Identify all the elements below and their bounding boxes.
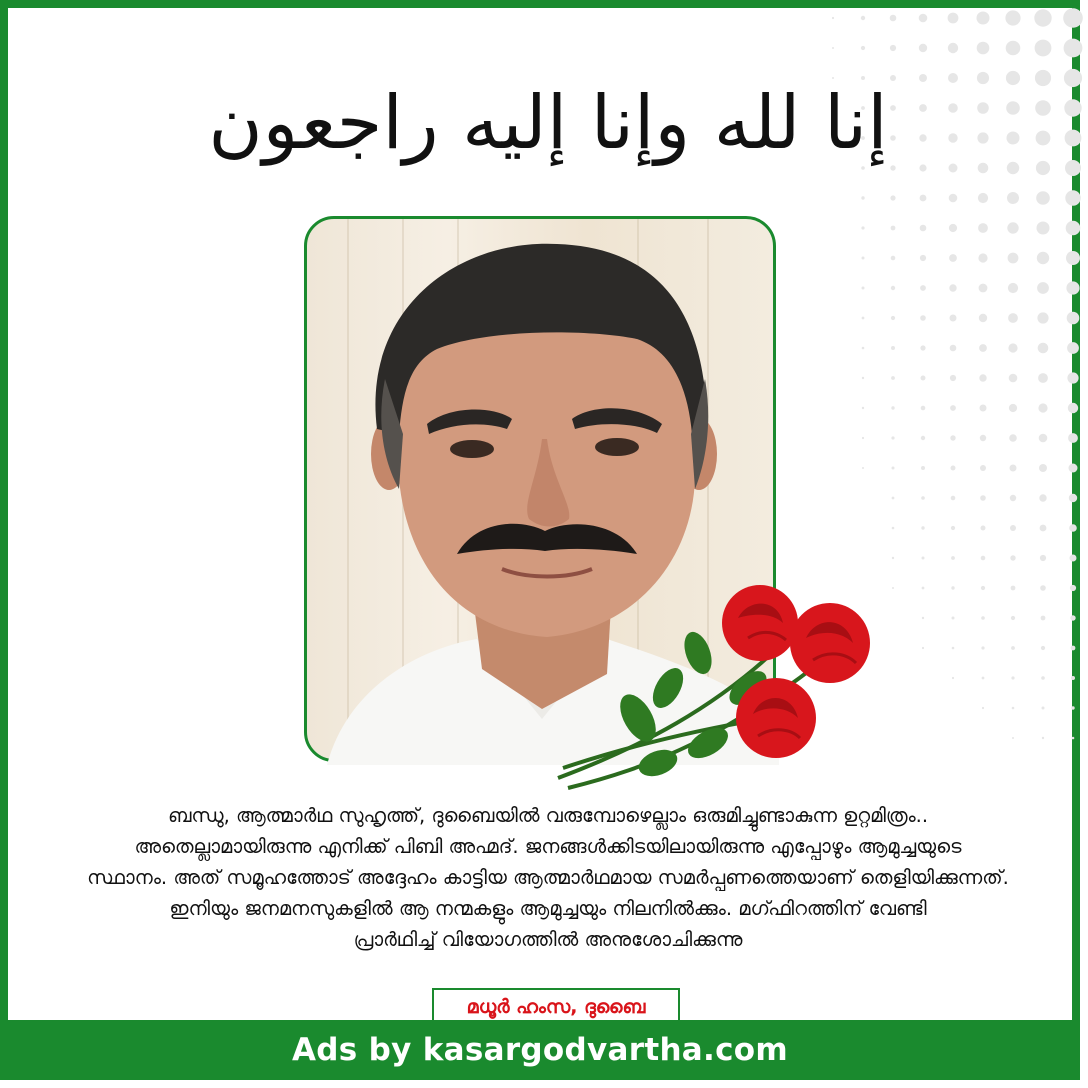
halftone-dot	[921, 376, 926, 381]
halftone-dot	[890, 15, 897, 22]
halftone-dot	[952, 677, 954, 679]
halftone-dot	[861, 16, 865, 20]
halftone-dot	[1008, 283, 1018, 293]
halftone-dot	[891, 286, 895, 290]
halftone-dot	[1041, 616, 1046, 621]
halftone-dot	[1067, 312, 1080, 325]
halftone-dot	[1034, 9, 1051, 26]
halftone-dot	[921, 466, 925, 470]
halftone-dot	[1038, 343, 1049, 354]
halftone-dot	[1067, 342, 1079, 354]
halftone-dot	[1037, 312, 1048, 323]
halftone-dot	[1010, 465, 1017, 472]
halftone-dot	[1070, 585, 1076, 591]
tribute-line-4: ഇനിയും ജനമനസുകളിൽ ആ നന്മകളും ആമുച്ചയും നിലനിൽക്കും. മഗ്ഫിറത്തിന് വേണ്ടി	[169, 897, 927, 920]
halftone-dot	[949, 224, 957, 232]
halftone-dot	[978, 223, 988, 233]
halftone-dot	[861, 226, 864, 229]
halftone-dot	[892, 467, 895, 470]
halftone-dot	[1007, 192, 1019, 204]
halftone-dot	[1069, 464, 1078, 473]
halftone-dot	[949, 284, 956, 291]
halftone-dot	[951, 586, 954, 589]
halftone-dot	[919, 134, 926, 141]
halftone-dot	[862, 437, 864, 439]
halftone-dot	[1041, 676, 1045, 680]
halftone-dot	[1012, 737, 1014, 739]
halftone-dot	[1035, 70, 1051, 86]
halftone-dot	[890, 195, 895, 200]
halftone-dot	[1072, 737, 1075, 740]
halftone-dot	[832, 17, 834, 19]
halftone-dot	[1012, 707, 1015, 710]
halftone-dot	[950, 345, 957, 352]
halftone-dot	[1071, 676, 1075, 680]
halftone-dot	[1011, 646, 1015, 650]
calligraphy-text: إنا لله وإنا إليه راجعون	[208, 80, 888, 166]
halftone-dot	[920, 195, 927, 202]
halftone-dot	[919, 164, 926, 171]
halftone-dot	[1011, 616, 1015, 620]
halftone-dot	[1006, 41, 1021, 56]
halftone-dot	[951, 556, 955, 560]
halftone-dot	[862, 377, 864, 379]
halftone-dot	[862, 287, 865, 290]
halftone-dot	[948, 13, 959, 24]
halftone-dot	[981, 616, 985, 620]
halftone-dot	[979, 374, 986, 381]
halftone-dot	[1064, 99, 1081, 116]
halftone-dot	[948, 133, 957, 142]
halftone-dot	[1008, 253, 1019, 264]
halftone-dot	[1036, 131, 1051, 146]
halftone-dot	[981, 646, 984, 649]
halftone-dot	[862, 407, 864, 409]
halftone-dot	[979, 314, 987, 322]
red-roses-icon	[548, 568, 898, 808]
rose-3	[736, 678, 816, 758]
halftone-dot	[920, 255, 926, 261]
halftone-dot	[890, 105, 896, 111]
halftone-dot	[1064, 39, 1083, 58]
halftone-dot	[950, 435, 955, 440]
halftone-dot	[1011, 676, 1014, 679]
halftone-dot	[1008, 313, 1018, 323]
halftone-dot	[861, 196, 864, 199]
halftone-dot	[1037, 282, 1049, 294]
halftone-dot	[977, 132, 988, 143]
tribute-line-5: പ്രാർഥിച്ച് വിയോഗത്തിൽ അനുശോചിക്കുന്നു	[353, 928, 743, 951]
halftone-dot	[921, 496, 925, 500]
halftone-dot	[982, 677, 985, 680]
halftone-dot	[1040, 555, 1046, 561]
halftone-dot	[1066, 251, 1080, 265]
halftone-dot	[862, 467, 864, 469]
halftone-dot	[978, 163, 989, 174]
halftone-dot	[1071, 706, 1074, 709]
halftone-dot	[1008, 343, 1017, 352]
halftone-dot	[949, 164, 958, 173]
halftone-dot	[1009, 434, 1017, 442]
halftone-dot	[922, 557, 925, 560]
halftone-dot	[890, 75, 896, 81]
halftone-dot	[1010, 495, 1016, 501]
halftone-dot	[921, 436, 925, 440]
arabic-calligraphy	[208, 48, 888, 188]
halftone-dot	[950, 315, 957, 322]
halftone-dot	[980, 405, 987, 412]
halftone-dot	[949, 194, 958, 203]
halftone-dot	[1035, 100, 1051, 116]
halftone-dot	[891, 316, 895, 320]
tribute-line-1: ബന്ധു, ആത്മാർഥ സുഹൃത്ത്, ദുബൈയിൽ വരുമ്പോഴെല്ലാം ഒരുമിച്ചുണ്ടാകുന്ന ഉറ്റമിത്രം..	[167, 804, 929, 827]
halftone-dot	[948, 73, 958, 83]
halftone-dot	[890, 45, 896, 51]
halftone-dot	[920, 225, 927, 232]
halftone-dot	[1035, 40, 1052, 57]
halftone-dot	[950, 405, 956, 411]
halftone-dot	[921, 526, 924, 529]
halftone-dot	[922, 617, 924, 619]
halftone-dot	[1011, 586, 1016, 591]
halftone-dot	[891, 406, 894, 409]
halftone-dot	[922, 647, 924, 649]
halftone-dot	[920, 285, 926, 291]
halftone-dot	[1065, 160, 1081, 176]
halftone-dot	[1068, 433, 1078, 443]
halftone-dot	[1042, 737, 1044, 739]
halftone-dot	[978, 253, 987, 262]
halftone-dot	[921, 406, 926, 411]
halftone-dot	[892, 557, 894, 559]
halftone-dot	[981, 526, 986, 531]
halftone-dot	[1067, 372, 1078, 383]
halftone-dot	[949, 254, 957, 262]
halftone-dot	[1063, 8, 1083, 28]
tribute-line-3: സ്ഥാനം. അത് സമൂഹത്തോട് അദ്ദേഹം കാട്ടിയ ആത്മാർഥമായ സമർപ്പണത്തെയാണ് തെളിയിക്കുന്നത്.	[87, 866, 1009, 889]
halftone-dot	[979, 284, 988, 293]
halftone-dot	[981, 556, 986, 561]
halftone-dot	[891, 376, 895, 380]
halftone-dot	[922, 587, 925, 590]
halftone-dot	[982, 707, 984, 709]
halftone-dot	[1065, 190, 1080, 205]
halftone-dot	[892, 497, 895, 500]
halftone-dot	[1007, 132, 1020, 145]
halftone-dot	[951, 496, 956, 501]
halftone-dot	[1010, 555, 1015, 560]
halftone-dot	[1009, 404, 1017, 412]
halftone-dot	[948, 43, 958, 53]
halftone-dot	[978, 193, 988, 203]
halftone-dot	[920, 345, 925, 350]
halftone-dot	[862, 317, 865, 320]
halftone-dot	[1066, 221, 1081, 236]
halftone-dot	[1042, 707, 1045, 710]
halftone-dot	[1038, 373, 1048, 383]
halftone-dot	[1064, 69, 1082, 87]
halftone-dot	[861, 166, 865, 170]
halftone-dot	[1040, 525, 1047, 532]
signature-label: മധൂർ ഹംസ, ദുബൈ	[432, 988, 680, 1026]
halftone-dot	[1070, 555, 1077, 562]
halftone-dot	[1007, 222, 1018, 233]
halftone-dot	[979, 344, 987, 352]
tribute-line-2: അതെല്ലാമായിരുന്നു എനിക്ക് പിബി അഹ്മദ്. ജനങ്ങൾക്കിടയിലായിരുന്നു എപ്പോഴും ആമുച്ചയുടെ	[134, 835, 962, 858]
halftone-dot	[1006, 101, 1020, 115]
halftone-dot	[977, 12, 990, 25]
halftone-dot	[919, 104, 927, 112]
halftone-dot	[920, 315, 926, 321]
halftone-dot	[980, 435, 986, 441]
halftone-dot	[1069, 524, 1077, 532]
halftone-dot	[1037, 222, 1050, 235]
halftone-dot	[1039, 494, 1046, 501]
halftone-dot	[1037, 252, 1049, 264]
halftone-dot	[1010, 525, 1016, 531]
halftone-dot	[1066, 281, 1079, 294]
halftone-dot	[891, 256, 896, 261]
halftone-dot	[919, 14, 928, 23]
halftone-dot	[981, 586, 985, 590]
halftone-dot	[1070, 615, 1075, 620]
halftone-dot	[1006, 71, 1020, 85]
halftone-dot	[891, 226, 896, 231]
halftone-dot	[890, 165, 895, 170]
halftone-dot	[919, 74, 927, 82]
halftone-dot	[951, 466, 956, 471]
halftone-dot	[948, 103, 958, 113]
halftone-dot	[1071, 646, 1076, 651]
halftone-dot	[1007, 162, 1019, 174]
rose-2	[790, 603, 870, 683]
halftone-dot	[862, 257, 865, 260]
halftone-dot	[1039, 434, 1048, 443]
halftone-dot	[1036, 161, 1050, 175]
halftone-dot	[1065, 130, 1082, 147]
halftone-dot	[1036, 191, 1050, 205]
halftone-dot	[1009, 374, 1018, 383]
halftone-dot	[980, 465, 986, 471]
halftone-dot	[1038, 403, 1047, 412]
halftone-dot	[977, 42, 990, 55]
halftone-dot	[1039, 464, 1047, 472]
halftone-dot	[952, 617, 955, 620]
halftone-dot	[1041, 646, 1045, 650]
halftone-dot	[892, 527, 895, 530]
footer-ad-link[interactable]: Ads by kasargodvartha.com	[0, 1020, 1080, 1080]
halftone-dot	[891, 346, 895, 350]
halftone-dot	[890, 135, 896, 141]
halftone-dot	[862, 347, 865, 350]
halftone-dot	[950, 375, 956, 381]
tribute-message	[38, 800, 1058, 955]
halftone-dot	[951, 526, 955, 530]
halftone-dot	[1068, 403, 1078, 413]
halftone-dot	[891, 436, 894, 439]
halftone-dot	[952, 647, 955, 650]
halftone-dot	[919, 44, 927, 52]
halftone-dot	[1040, 585, 1046, 591]
halftone-dot	[1069, 494, 1077, 502]
halftone-dot	[861, 46, 865, 50]
halftone-dot	[977, 72, 989, 84]
halftone-dot	[1005, 10, 1020, 25]
halftone-dot	[977, 102, 989, 114]
halftone-dot	[980, 495, 986, 501]
rose-1	[722, 585, 798, 661]
